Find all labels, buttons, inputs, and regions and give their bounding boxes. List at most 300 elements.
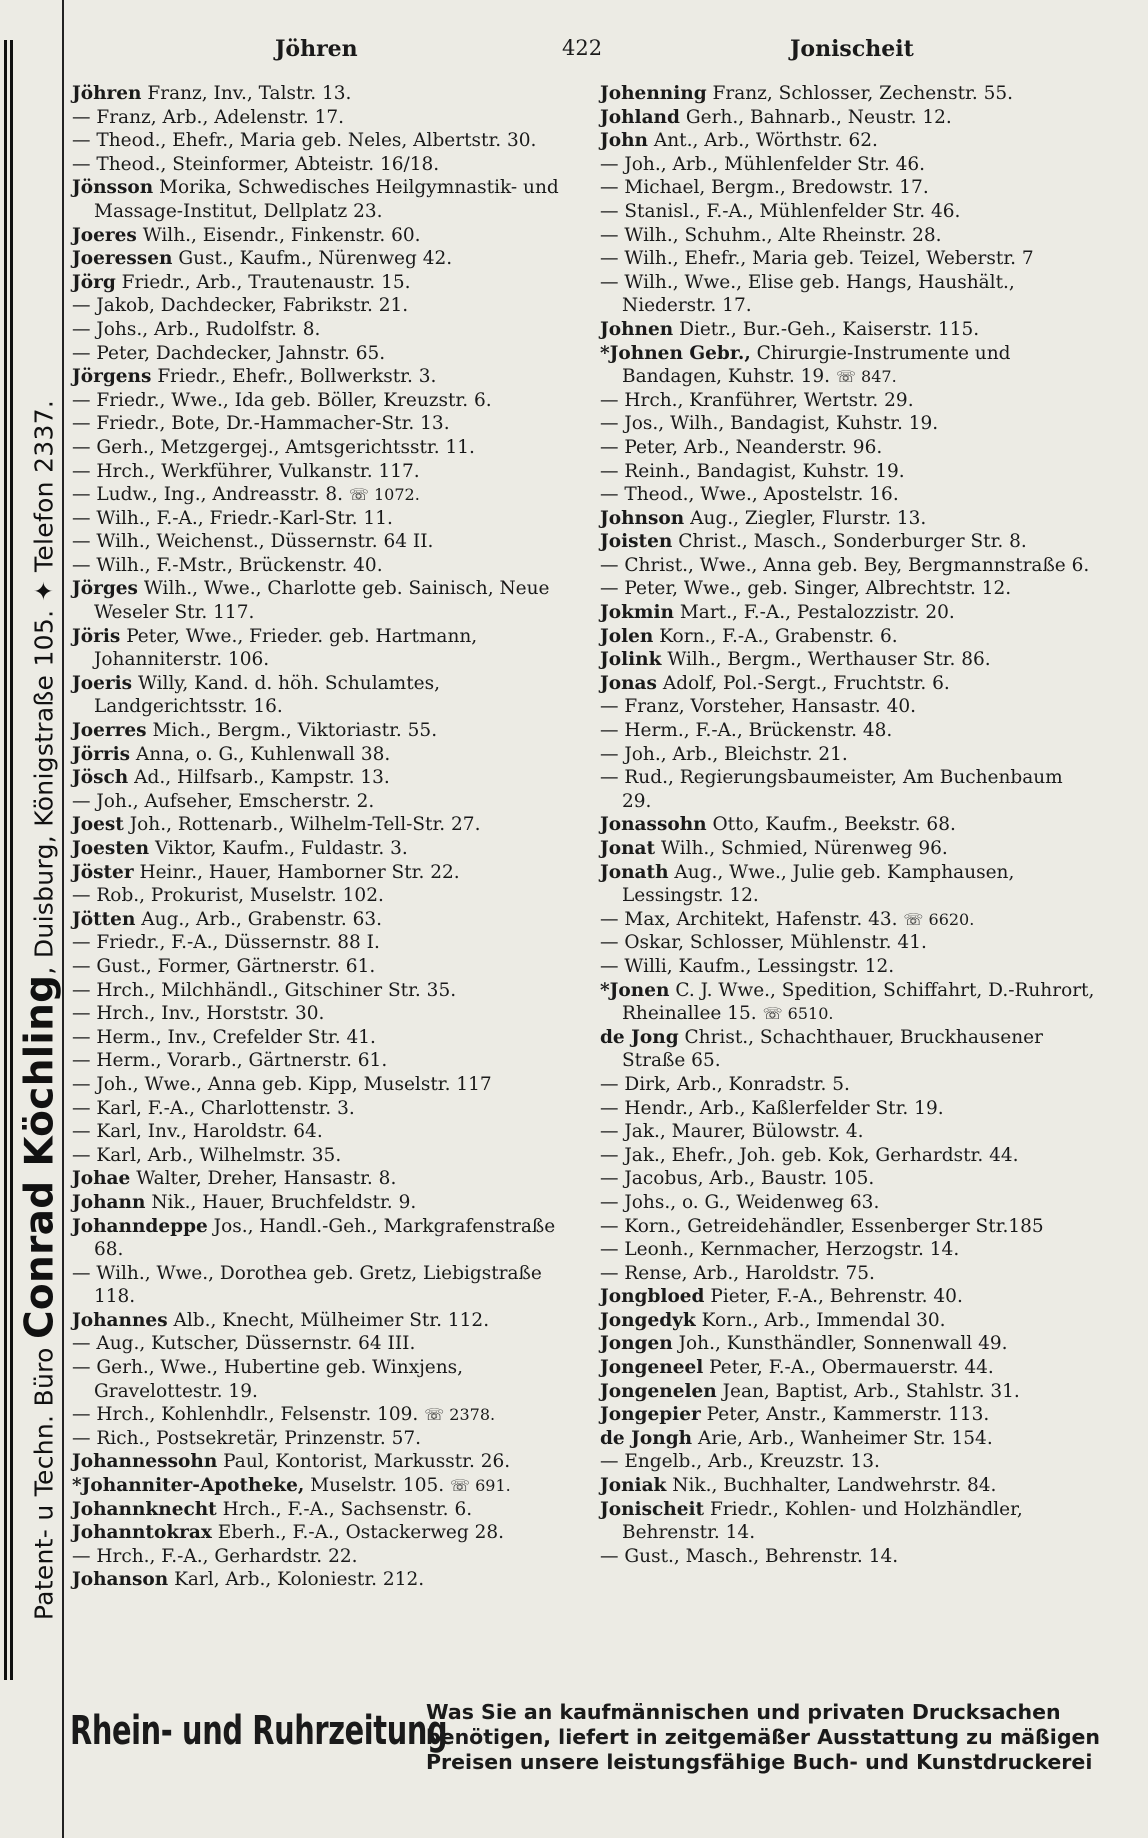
entry-name: *Jonen (600, 979, 670, 1001)
entry-text: — Rense, Arb., Haroldstr. 75. (600, 1262, 875, 1284)
entry-text: — Wilh., Ehefr., Maria geb. Teizel, Weberstr. 7 (600, 248, 1034, 270)
entry-text: Friedr., Ehefr., Bollwerkstr. 3. (157, 366, 437, 388)
entry-text: — Stanisl., F.-A., Mühlenfelder Str. 46. (600, 200, 961, 222)
directory-entry (72, 577, 572, 624)
entry-name: Joeres (72, 224, 137, 246)
directory-entry (72, 1144, 572, 1168)
directory-entry (600, 483, 1095, 507)
directory-entry (600, 129, 1095, 153)
directory-entry (600, 1545, 1095, 1569)
entry-name: Johnson (600, 507, 685, 529)
directory-entry (72, 790, 572, 814)
header-left-keyword: Jöhren (275, 36, 358, 62)
entry-text: Peter, Anstr., Kammerstr. 113. (706, 1404, 990, 1426)
ad-slogan-line: Preisen unsere leistungsfähige Buch- und Kunstdruckerei (426, 1750, 1093, 1774)
directory-entry (600, 200, 1095, 224)
directory-entry (600, 1120, 1095, 1144)
entry-text: — Gust., Masch., Behrenstr. 14. (600, 1545, 899, 1567)
directory-entry (72, 294, 572, 318)
directory-entry (72, 412, 572, 436)
entry-name: Johland (600, 106, 680, 128)
entry-text: Joh., Rottenarb., Wilhelm-Tell-Str. 27. (129, 814, 481, 836)
directory-entry (600, 861, 1095, 908)
entry-text: Franz, Schlosser, Zechenstr. 55. (712, 83, 1014, 104)
entry-text: — Franz, Vorsteher, Hansastr. 40. (600, 696, 916, 718)
directory-entry (600, 577, 1095, 601)
directory-entry (600, 412, 1095, 436)
entry-name: Johae (72, 1168, 131, 1190)
entry-text: Morika, Schwedisches Heilgymnastik- und Massage-Institut, Dellplatz 23. (94, 177, 559, 222)
directory-entry (600, 931, 1095, 955)
header-right-keyword: Jonischeit (790, 36, 914, 62)
directory-entry (72, 129, 572, 153)
directory-entry (600, 1262, 1095, 1286)
directory-entry (600, 389, 1095, 413)
entry-name: Joesten (72, 838, 150, 859)
entry-name: Johenning (600, 83, 707, 104)
directory-entry (600, 672, 1095, 696)
directory-entry (600, 955, 1095, 979)
entry-name: Johannes (72, 1309, 168, 1331)
entry-text: Jean, Baptist, Arb., Stahlstr. 31. (722, 1380, 1020, 1402)
directory-entry (600, 176, 1095, 200)
entry-text: — Jak., Ehefr., Joh. geb. Kok, Gerhardstr. 44. (600, 1144, 1019, 1166)
directory-entry (72, 1191, 572, 1215)
entry-text: Friedr., Kohlen- und Holzhändler, Behrenstr. 14. (622, 1498, 1023, 1544)
directory-entry (600, 1309, 1095, 1333)
directory-entry (600, 1474, 1095, 1498)
entry-text: — Hrch., Milchhändl., Gitschiner Str. 35. (72, 979, 457, 1001)
directory-entry (72, 176, 572, 223)
directory-entry (72, 1262, 572, 1309)
directory-entry (72, 743, 572, 767)
entry-name: Jöster (72, 861, 134, 883)
entry-text: — Wilh., Wwe., Elise geb. Hangs, Haushält., Niederstr. 17. (600, 271, 1015, 317)
entry-text: Gerh., Bahnarb., Neustr. 12. (685, 106, 952, 128)
entry-name: Johannknecht (72, 1498, 217, 1520)
entry-text: Aug., Ziegler, Flurstr. 13. (690, 507, 927, 529)
entry-text: — Reinh., Bandagist, Kuhstr. 19. (600, 460, 905, 482)
directory-entry (600, 436, 1095, 460)
entry-text: — Jacobus, Arb., Baustr. 105. (600, 1168, 875, 1190)
directory-entry (72, 342, 572, 366)
entry-name: de Jongh (600, 1427, 693, 1449)
entry-text: — Karl, F.-A., Charlottenstr. 3. (72, 1097, 355, 1119)
directory-entry (72, 554, 572, 578)
entry-text: Aug., Wwe., Julie geb. Kamphausen, Lessingstr. 12. (622, 861, 1015, 907)
sidebar-brand: Conrad Köchling (17, 974, 63, 1339)
entry-text: Muselstr. 105. (310, 1475, 445, 1497)
entry-text: Peter, Wwe., Frieder. geb. Hartmann, Johanniterstr. 106. (94, 625, 478, 671)
directory-entry (600, 837, 1095, 861)
directory-column-right (600, 82, 1095, 1568)
entry-name: John (600, 130, 648, 152)
entry-text: Adolf, Pol.-Sergt., Fruchtstr. 6. (662, 672, 950, 694)
sidebar-prefix: Patent- u Techn. Büro (29, 1338, 59, 1621)
entry-text: — Christ., Wwe., Anna geb. Bey, Bergmannstraße 6. (600, 554, 1090, 576)
directory-entry (600, 1097, 1095, 1121)
entry-text: — Ludw., Ing., Andreasstr. 8. (72, 484, 343, 506)
directory-entry (600, 695, 1095, 719)
entry-text: — Theod., Ehefr., Maria geb. Neles, Albertstr. 30. (72, 130, 537, 152)
directory-entry (72, 908, 572, 932)
entry-text: Ad., Hilfsarb., Kampstr. 13. (134, 767, 390, 789)
directory-entry (72, 1026, 572, 1050)
directory-entry (600, 554, 1095, 578)
directory-entry (600, 1356, 1095, 1380)
directory-entry (72, 672, 572, 719)
directory-entry (72, 153, 572, 177)
entry-name: Jörg (72, 271, 116, 293)
directory-entry (600, 1427, 1095, 1451)
newspaper-advertisement (70, 1700, 1140, 1830)
directory-entry (600, 460, 1095, 484)
entry-name: Johanndeppe (72, 1215, 208, 1237)
entry-text: Anna, o. G., Kuhlenwall 38. (135, 743, 391, 765)
sidebar-rule (10, 40, 13, 1680)
entry-text: — Johs., Arb., Rudolfstr. 8. (72, 318, 321, 340)
entry-text: Christ., Schachthauer, Bruckhausener Straße 65. (622, 1026, 1043, 1072)
entry-text: — Wilh., Wwe., Dorothea geb. Gretz, Liebigstraße 118. (72, 1262, 542, 1308)
entry-text: — Rob., Prokurist, Muselstr. 102. (72, 885, 384, 907)
directory-entry (72, 1427, 572, 1451)
entry-text: — Wilh., F.-Mstr., Brückenstr. 40. (72, 554, 383, 576)
entry-text: — Joh., Wwe., Anna geb. Kipp, Muselstr. 117 (72, 1073, 492, 1095)
telephone-number: ☏ 847. (836, 367, 897, 386)
directory-entry (600, 1191, 1095, 1215)
sidebar-rule (4, 40, 7, 1680)
entry-text: Franz, Inv., Talstr. 13. (147, 83, 352, 104)
entry-text: Viktor, Kaufm., Fuldastr. 3. (154, 838, 408, 859)
entry-text: — Jos., Wilh., Bandagist, Kuhstr. 19. (600, 413, 939, 435)
directory-entry (72, 1215, 572, 1262)
entry-name: Jötten (72, 908, 136, 930)
entry-text: — Rud., Regierungsbaumeister, Am Buchenbaum 29. (600, 767, 1063, 812)
entry-name: Jörgens (72, 366, 152, 388)
entry-name: Jongeneel (600, 1357, 704, 1379)
directory-entry (600, 342, 1095, 389)
directory-entry (72, 1002, 572, 1026)
entry-name: Jongenelen (600, 1380, 717, 1402)
telephone-number: ☏ 6510. (763, 1004, 834, 1023)
directory-entry (72, 1332, 572, 1356)
entry-text: — Peter, Dachdecker, Jahnstr. 65. (72, 342, 386, 364)
entry-text: — Friedr., Bote, Dr.-Hammacher-Str. 13. (72, 413, 450, 435)
directory-entry (72, 389, 572, 413)
entry-name: *Johnen Gebr., (600, 342, 751, 364)
entry-name: Joniak (600, 1475, 667, 1497)
directory-entry (600, 1403, 1095, 1427)
directory-entry (600, 1380, 1095, 1404)
entry-name: Jönsson (72, 177, 154, 199)
entry-name: Jongen (600, 1333, 673, 1355)
entry-text: — Wilh., F.-A., Friedr.-Karl-Str. 11. (72, 507, 393, 529)
entry-text: Mich., Bergm., Viktoriastr. 55. (152, 720, 438, 742)
entry-text: Mart., F.-A., Pestalozzistr. 20. (679, 602, 955, 624)
entry-text: — Franz, Arb., Adelenstr. 17. (72, 106, 345, 128)
directory-entry (600, 908, 1095, 932)
entry-text: — Hrch., F.-A., Gerhardstr. 22. (72, 1545, 358, 1567)
entry-text: — Friedr., Wwe., Ida geb. Böller, Kreuzstr. 6. (72, 389, 492, 411)
entry-text: Ant., Arb., Wörthstr. 62. (653, 130, 878, 152)
entry-text: — Gerh., Metzgergej., Amtsgerichtsstr. 11. (72, 436, 475, 458)
directory-entry (600, 979, 1095, 1026)
entry-text: Alb., Knecht, Mülheimer Str. 112. (173, 1309, 490, 1331)
entry-text: Wilh., Schmied, Nürenweg 96. (660, 838, 948, 859)
entry-text: Aug., Arb., Grabenstr. 63. (141, 908, 383, 930)
entry-text: — Willi, Kaufm., Lessingstr. 12. (600, 955, 895, 977)
directory-entry (600, 106, 1095, 130)
entry-text: — Hrch., Kranführer, Wertstr. 29. (600, 389, 914, 411)
directory-entry (72, 837, 572, 861)
entry-name: Jörris (72, 743, 131, 765)
ad-slogan (426, 1700, 1148, 1775)
sidebar-text (18, 400, 63, 1620)
directory-entry (72, 1521, 572, 1545)
entry-text: Wilh., Wwe., Charlotte geb. Sainisch, Neue Weseler Str. 117. (94, 578, 550, 624)
directory-entry (72, 719, 572, 743)
ad-slogan-line: benötigen, liefert in zeitgemäßer Ausstattung zu mäßigen (426, 1725, 1100, 1749)
entry-text: Walter, Dreher, Hansastr. 8. (136, 1168, 397, 1190)
entry-text: — Karl, Arb., Wilhelmstr. 35. (72, 1144, 342, 1166)
sidebar-advertisement (0, 0, 64, 1838)
entry-text: — Hendr., Arb., Kaßlerfelder Str. 19. (600, 1097, 944, 1119)
entry-text: — Korn., Getreidehändler, Essenberger Str.185 (600, 1215, 1044, 1237)
telephone-number: ☏ 691. (450, 1476, 511, 1495)
entry-text: Korn., Arb., Immendal 30. (701, 1309, 946, 1331)
entry-text: Pieter, F.-A., Behrenstr. 40. (710, 1286, 963, 1308)
entry-name: Johanson (72, 1569, 169, 1591)
directory-entry (72, 82, 572, 106)
directory-entry (600, 1332, 1095, 1356)
entry-text: Willy, Kand. d. höh. Schulamtes, Landgerichtsstr. 16. (94, 672, 440, 718)
directory-entry (72, 271, 572, 295)
sidebar-suffix: , Duisburg, Königstraße 105. ✦ Telefon 2337. (29, 399, 59, 975)
directory-entry (600, 1285, 1095, 1309)
ad-brand: Rhein- und Ruhrzeitung (70, 1708, 448, 1754)
directory-entry (72, 247, 572, 271)
entry-text: — Leonh., Kernmacher, Herzogstr. 14. (600, 1239, 960, 1261)
entry-text: Heinr., Hauer, Hamborner Str. 22. (139, 861, 460, 883)
directory-entry (72, 1167, 572, 1191)
entry-name: Joeris (72, 672, 133, 694)
entry-text: Gust., Kaufm., Nürenweg 42. (178, 248, 453, 270)
entry-text: — Dirk, Arb., Konradstr. 5. (600, 1073, 850, 1095)
directory-entry (600, 1450, 1095, 1474)
entry-text: Korn., F.-A., Grabenstr. 6. (659, 625, 898, 647)
directory-entry (72, 1073, 572, 1097)
entry-text: Chirurgie-Instrumente und Bandagen, Kuhstr. 19. (622, 342, 1011, 388)
directory-entry (72, 1568, 572, 1592)
directory-entry (72, 1403, 572, 1427)
entry-name: Johanntokrax (72, 1522, 212, 1544)
directory-entry (72, 1049, 572, 1073)
directory-entry (72, 318, 572, 342)
entry-text: — Aug., Kutscher, Düssernstr. 64 III. (72, 1333, 416, 1355)
entry-text: — Gerh., Wwe., Hubertine geb. Winxjens, Gravelottestr. 19. (72, 1357, 464, 1402)
directory-entry (72, 483, 572, 507)
entry-name: Jonischeit (600, 1498, 705, 1520)
directory-entry (72, 460, 572, 484)
directory-entry (600, 153, 1095, 177)
directory-entry (72, 1450, 572, 1474)
entry-name: Jolink (600, 649, 662, 671)
entry-name: *Johanniter-Apotheke, (72, 1475, 305, 1497)
entry-name: Jokmin (600, 602, 674, 624)
directory-entry (600, 530, 1095, 554)
directory-entry (600, 1073, 1095, 1097)
ad-slogan-line: Was Sie an kaufmännischen und privaten Drucksachen (426, 1700, 1061, 1724)
directory-entry (600, 719, 1095, 743)
directory-column-left (72, 82, 572, 1592)
directory-entry (72, 436, 572, 460)
entry-name: Jonas (600, 672, 657, 694)
directory-entry (72, 1545, 572, 1569)
entry-text: Eberh., F.-A., Ostackerweg 28. (217, 1522, 504, 1544)
entry-text: — Joh., Arb., Bleichstr. 21. (600, 743, 848, 765)
directory-entry (72, 979, 572, 1003)
directory-entry (72, 861, 572, 885)
entry-text: Jos., Handl.-Geh., Markgrafenstraße 68. (94, 1215, 556, 1261)
directory-entry (600, 766, 1095, 813)
entry-text: — Peter, Wwe., geb. Singer, Albrechtstr. 12. (600, 578, 1012, 600)
entry-text: Hrch., F.-A., Sachsenstr. 6. (222, 1498, 473, 1520)
entry-name: de Jong (600, 1026, 679, 1048)
entry-text: — Theod., Wwe., Apostelstr. 16. (600, 484, 899, 506)
entry-name: Jonassohn (600, 814, 707, 836)
directory-entry (72, 530, 572, 554)
entry-name: Jöhren (72, 83, 142, 104)
telephone-number: ☏ 6620. (903, 910, 974, 929)
entry-text: — Wilh., Schuhm., Alte Rheinstr. 28. (600, 224, 942, 246)
directory-entry (600, 271, 1095, 318)
entry-text: — Oskar, Schlosser, Mühlenstr. 41. (600, 932, 927, 954)
entry-text: Christ., Masch., Sonderburger Str. 8. (678, 531, 1027, 553)
entry-text: — Hrch., Kohlenhdlr., Felsenstr. 109. (72, 1404, 419, 1426)
entry-text: Nik., Buchhalter, Landwehrstr. 84. (672, 1475, 997, 1497)
entry-text: Wilh., Bergm., Werthauser Str. 86. (667, 649, 991, 671)
entry-name: Joerres (72, 720, 147, 742)
directory-entry (72, 1120, 572, 1144)
directory-entry (600, 601, 1095, 625)
entry-text: — Hrch., Inv., Horststr. 30. (72, 1003, 325, 1025)
entry-name: Johannessohn (72, 1451, 218, 1473)
entry-text: Wilh., Eisendr., Finkenstr. 60. (142, 224, 421, 246)
entry-text: Otto, Kaufm., Beekstr. 68. (712, 814, 956, 836)
entry-text: — Engelb., Arb., Kreuzstr. 13. (600, 1451, 880, 1473)
directory-entry (72, 1356, 572, 1403)
entry-name: Jolen (600, 625, 654, 647)
entry-text: — Wilh., Weichenst., Düssernstr. 64 II. (72, 531, 434, 553)
entry-text: Arie, Arb., Wanheimer Str. 154. (697, 1427, 993, 1449)
entry-text: — Herm., Vorarb., Gärtnerstr. 61. (72, 1050, 388, 1072)
directory-entry (600, 507, 1095, 531)
entry-text: — Jak., Maurer, Bülowstr. 4. (600, 1121, 864, 1143)
directory-entry (600, 1498, 1095, 1545)
directory-entry (72, 955, 572, 979)
directory-entry (72, 224, 572, 248)
directory-entry (72, 1474, 572, 1498)
directory-entry (600, 743, 1095, 767)
directory-entry (600, 1215, 1095, 1239)
entry-name: Jongedyk (600, 1309, 696, 1331)
entry-text: — Karl, Inv., Haroldstr. 64. (72, 1121, 323, 1143)
entry-name: Jonath (600, 861, 669, 883)
directory-entry (72, 507, 572, 531)
entry-text: Peter, F.-A., Obermauerstr. 44. (709, 1357, 994, 1379)
directory-entry (72, 931, 572, 955)
entry-name: Johnen (600, 318, 674, 340)
entry-text: — Joh., Aufseher, Emscherstr. 2. (72, 790, 375, 812)
directory-entry (600, 1167, 1095, 1191)
telephone-number: ☏ 1072. (349, 485, 420, 504)
entry-text: Joh., Kunsthändler, Sonnenwall 49. (678, 1333, 1008, 1355)
directory-entry (600, 224, 1095, 248)
directory-entry (600, 1238, 1095, 1262)
entry-text: — Johs., o. G., Weidenweg 63. (600, 1191, 880, 1213)
entry-text: — Max, Architekt, Hafenstr. 43. (600, 908, 898, 930)
telephone-number: ☏ 2378. (424, 1405, 495, 1424)
directory-entry (600, 82, 1095, 106)
directory-entry (600, 318, 1095, 342)
entry-text: Nik., Hauer, Bruchfeldstr. 9. (151, 1191, 417, 1213)
entry-text: — Herm., F.-A., Brückenstr. 48. (600, 720, 893, 742)
directory-entry (72, 1498, 572, 1522)
directory-entry (600, 813, 1095, 837)
entry-text: Dietr., Bur.-Geh., Kaiserstr. 115. (679, 318, 980, 340)
directory-entry (72, 813, 572, 837)
directory-entry (72, 884, 572, 908)
entry-name: Johann (72, 1191, 146, 1213)
directory-entry (72, 106, 572, 130)
entry-text: — Michael, Bergm., Bredowstr. 17. (600, 177, 929, 199)
entry-text: C. J. Wwe., Spedition, Schiffahrt, D.-Ruhrort, Rheinallee 15. (622, 979, 1095, 1025)
entry-text: Friedr., Arb., Trautenaustr. 15. (121, 271, 411, 293)
entry-name: Jörges (72, 578, 138, 600)
entry-text: — Friedr., F.-A., Düssernstr. 88 I. (72, 932, 380, 954)
page-header (70, 36, 1138, 72)
entry-text: — Hrch., Werkführer, Vulkanstr. 117. (72, 460, 420, 482)
page-number: 422 (562, 36, 603, 60)
entry-text: Paul, Kontorist, Markusstr. 26. (223, 1451, 511, 1473)
entry-name: Jongbloed (600, 1286, 705, 1308)
directory-entry (600, 247, 1095, 271)
entry-name: Jongepier (600, 1404, 701, 1426)
entry-text: — Herm., Inv., Crefelder Str. 41. (72, 1026, 376, 1048)
entry-name: Joeressen (72, 248, 173, 270)
entry-text: — Joh., Arb., Mühlenfelder Str. 46. (600, 153, 926, 175)
directory-entry (72, 365, 572, 389)
directory-entry (600, 1144, 1095, 1168)
directory-entry (72, 1097, 572, 1121)
entry-text: — Gust., Former, Gärtnerstr. 61. (72, 955, 376, 977)
entry-text: — Theod., Steinformer, Abteistr. 16/18. (72, 153, 440, 175)
directory-entry (72, 766, 572, 790)
directory-entry (600, 1026, 1095, 1073)
directory-entry (72, 625, 572, 672)
directory-entry (600, 625, 1095, 649)
entry-text: — Jakob, Dachdecker, Fabrikstr. 21. (72, 295, 409, 317)
entry-name: Joisten (600, 531, 673, 553)
entry-name: Jonat (600, 838, 656, 859)
entry-name: Joest (72, 814, 124, 836)
directory-entry (600, 648, 1095, 672)
entry-name: Jöris (72, 625, 121, 647)
entry-text: Karl, Arb., Koloniestr. 212. (174, 1569, 425, 1591)
entry-name: Jösch (72, 767, 129, 789)
entry-text: — Peter, Arb., Neanderstr. 96. (600, 436, 883, 458)
entry-text: — Rich., Postsekretär, Prinzenstr. 57. (72, 1427, 422, 1449)
